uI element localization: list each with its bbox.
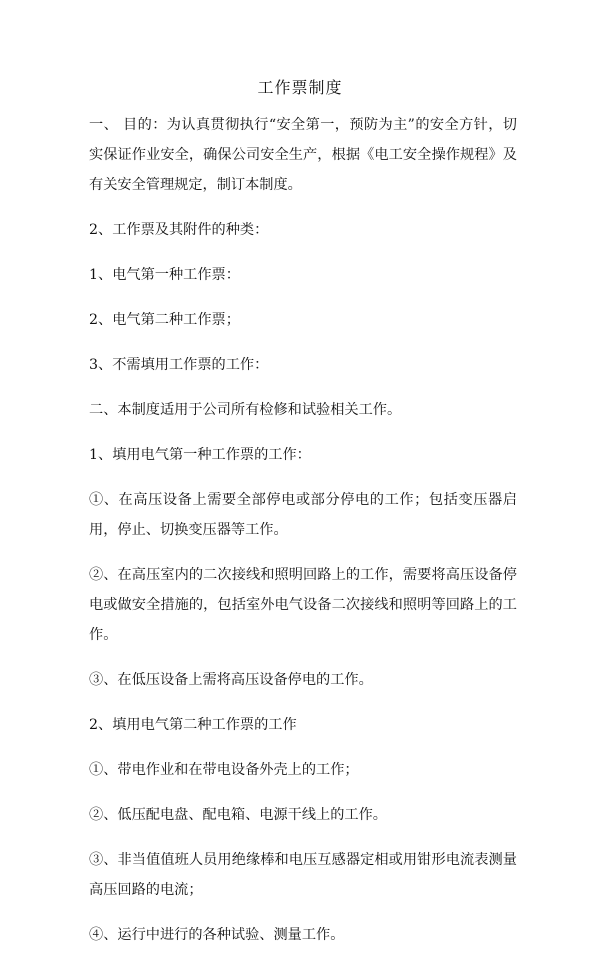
- list-item: ④、运行中进行的各种试验、测量工作。: [89, 927, 345, 943]
- list-item: 2、电气第二种工作票；: [89, 312, 240, 328]
- list-item: ①、在高压设备上需要全部停电或部分停电的工作；包括变压器启用，停止、切换变压器等工作。: [89, 492, 517, 538]
- document-title: 工作票制度: [257, 78, 343, 97]
- scope-paragraph: 二、本制度适用于公司所有检修和试验相关工作。: [89, 402, 402, 418]
- list-item: 1、电气第一种工作票：: [89, 267, 240, 283]
- list-item: ①、带电作业和在带电设备外壳上的工作；: [89, 762, 359, 778]
- first-ticket-heading: 1、填用电气第一种工作票的工作：: [89, 447, 311, 463]
- list-item: ③、非当值值班人员用绝缘棒和电压互感器定相或用钳形电流表测量高压回路的电流；: [89, 852, 517, 898]
- list-item: ②、低压配电盘、配电箱、电源干线上的工作。: [89, 807, 387, 823]
- ticket-types-heading: 2、工作票及其附件的种类：: [89, 222, 269, 238]
- list-item: ③、在低压设备上需将高压设备停电的工作。: [89, 672, 373, 688]
- second-ticket-heading: 2、填用电气第二种工作票的工作: [89, 717, 297, 733]
- list-item: ②、在高压室内的二次接线和照明回路上的工作，需要将高压设备停电或做安全措施的，包括室外电气设备二次接线和照明等回路上的工作。: [89, 567, 517, 643]
- list-item: 3、不需填用工作票的工作：: [89, 357, 269, 373]
- purpose-paragraph: 一、 目的：为认真贯彻执行“安全第一，预防为主”的安全方针，切实保证作业安全，确保公司安全生产，根据《电工安全操作规程》及有关安全管理规定，制订本制度。: [89, 117, 517, 193]
- document-body: [89, 110, 517, 965]
